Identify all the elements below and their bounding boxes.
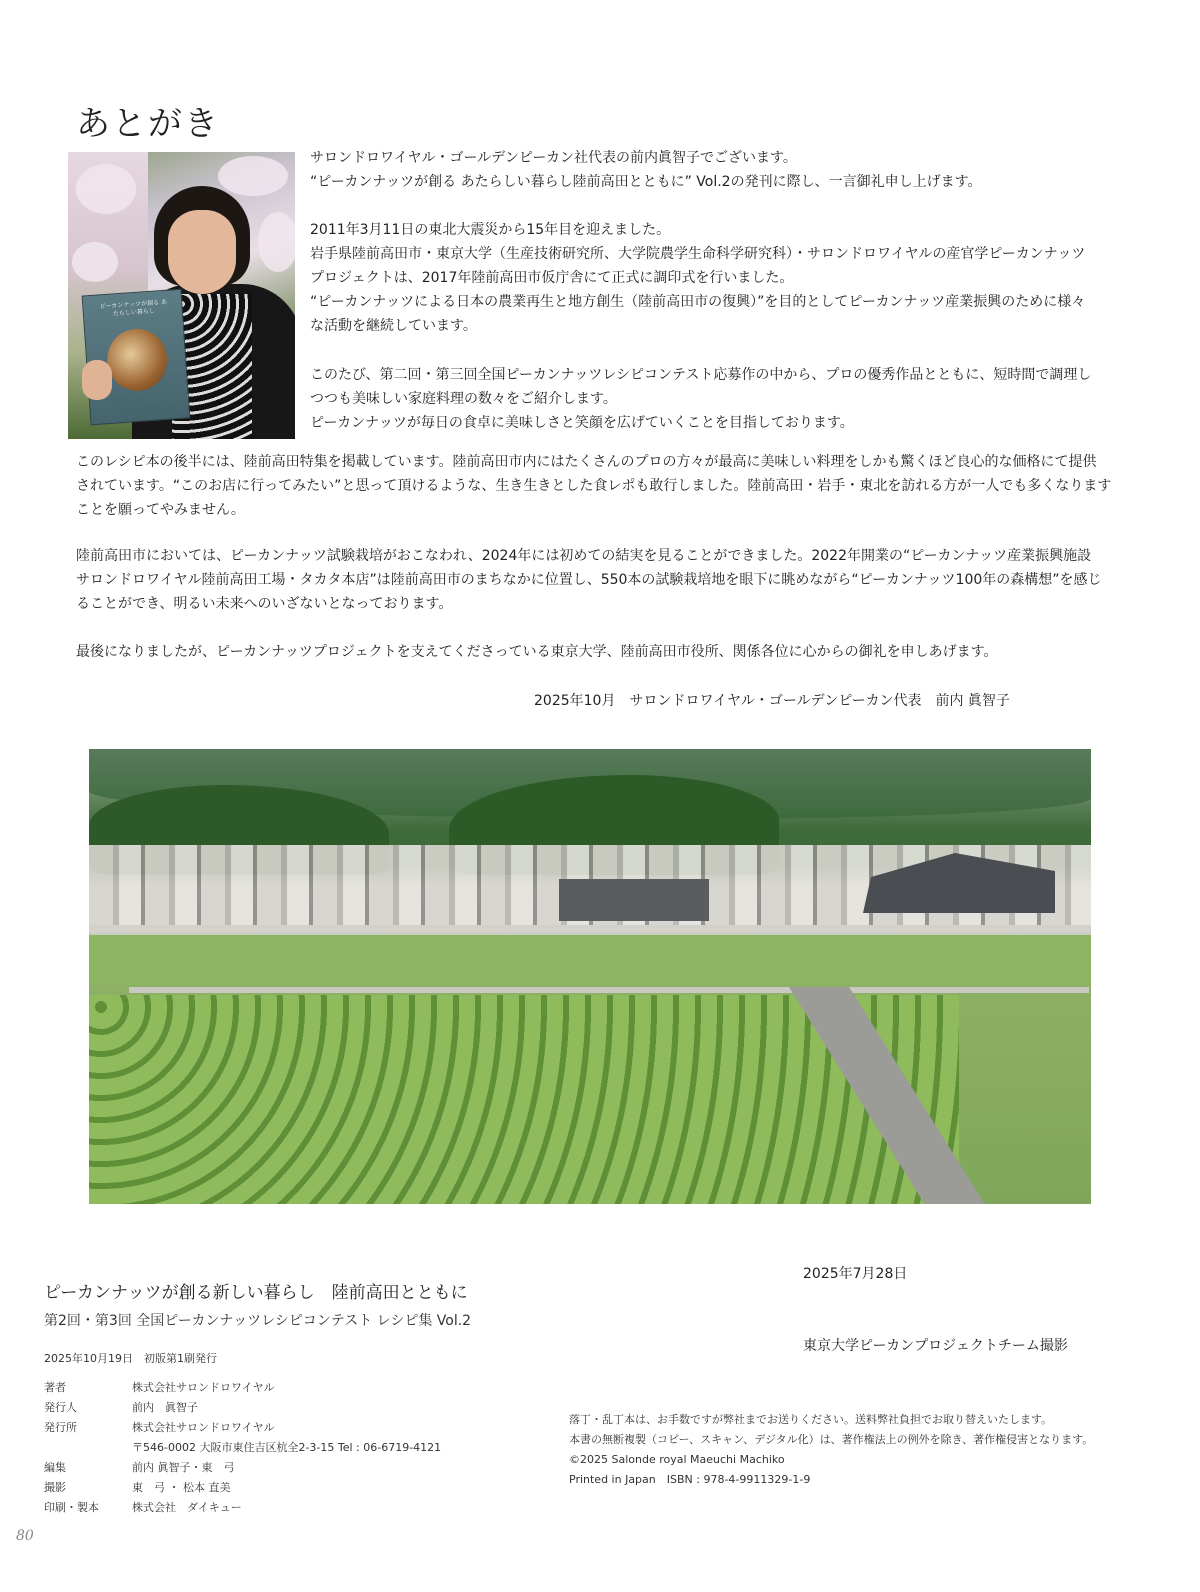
credit-label: 撮影 xyxy=(44,1481,66,1494)
colophon-credits xyxy=(44,1378,441,1518)
notice-line: 落丁・乱丁本は、お手数ですが弊社までお送りください。送料弊社負担でお取り替えいたします。 xyxy=(569,1413,1053,1426)
intro-line: サロンドロワイヤル・ゴールデンピーカン社代表の前内眞智子でございます。 xyxy=(310,150,797,166)
paragraph-line: な活動を継続しています。 xyxy=(310,318,477,334)
page-number: 80 xyxy=(16,1528,34,1544)
paragraph-line: サロンドロワイヤル陸前高田工場・タカタ本店”は陸前高田市のまちなかに位置し、550本の試験栽培地を眼下に眺めながら“ピーカンナッツ100年の森構想”を感じ xyxy=(76,572,1102,588)
paragraph-line: ピーカンナッツが毎日の食卓に美味しさと笑顔を広げていくことを目指しております。 xyxy=(310,415,854,431)
colophon-book-subtitle: 第2回・第3回 全国ピーカンナッツレシピコンテスト レシピ集 Vol.2 xyxy=(44,1313,472,1329)
photo-caption-date: 2025年7月28日 xyxy=(803,1266,908,1282)
intro-paragraph xyxy=(310,146,981,194)
recipe-contest-paragraph xyxy=(310,363,1091,435)
paragraph-line: 2011年3月11日の東北大震災から15年目を迎えました。 xyxy=(310,222,671,238)
notice-line: ©2025 Salonde royal Maeuchi Machiko xyxy=(569,1453,785,1466)
signature: 2025年10月 サロンドロワイヤル・ゴールデンピーカン代表 前内 眞智子 xyxy=(534,693,1010,709)
factory-building xyxy=(559,879,709,921)
paragraph-line: 陸前高田市においては、ピーカンナッツ試験栽培がおこなわれ、2024年には初めての結実を見ることができました。2022年開業の“ピーカンナッツ産業振興施設 xyxy=(76,548,1092,564)
credit-label: 発行人 xyxy=(44,1401,77,1414)
closing-paragraph xyxy=(76,640,997,664)
colophon-edition: 2025年10月19日 初版第1刷発行 xyxy=(44,1352,217,1365)
paragraph-line: 岩手県陸前高田市・東京大学（生産技術研究所、大学院農学生命科学研究科）・サロンドロワイヤルの産官学ピーカンナッツ xyxy=(310,246,1086,262)
person-hand xyxy=(82,360,112,400)
paragraph-line: “ピーカンナッツによる日本の農業再生と地方創生（陸前高田市の復興）”を目的としてピーカンナッツ産業振興のために様々 xyxy=(310,294,1086,310)
person-face xyxy=(168,210,236,294)
credit-value: 株式会社サロンドロワイヤル xyxy=(132,1421,275,1434)
credit-row xyxy=(44,1418,441,1438)
held-recipe-book xyxy=(82,289,191,426)
anniversary-paragraph xyxy=(310,218,1085,338)
paragraph-line: このレシピ本の後半には、陸前高田特集を掲載しています。陸前高田市内にはたくさんのプロの方々が最高に美味しい料理をしかも驚くほど良心的な価格にて提供 xyxy=(76,454,1097,470)
credit-row xyxy=(44,1458,441,1478)
book-cover-text: ピーカンナッツが創る あたらしい暮らし xyxy=(99,298,168,318)
grass-field xyxy=(89,935,1091,985)
paragraph-line: このたび、第二回・第三回全国ピーカンナッツレシピコンテスト応募作の中から、プロの優秀作品とともに、短時間で調理し xyxy=(310,367,1092,383)
page-title: あとがき xyxy=(76,104,220,144)
paragraph-line: つつも美味しい家庭料理の数々をご紹介します。 xyxy=(310,391,617,407)
paragraph-line: 最後になりましたが、ピーカンナッツプロジェクトを支えてくださっている東京大学、陸前高田市役所、関係各位に心からの御礼を申しあげます。 xyxy=(76,644,998,660)
paragraph-line: ことを願ってやみません。 xyxy=(76,502,245,518)
notice-line: 本書の無断複製（コピー、スキャン、デジタル化）は、著作権法上の例外を除き、著作権侵害となります。 xyxy=(569,1433,1094,1446)
pecan-image xyxy=(105,327,169,393)
photo-caption-credit: 東京大学ピーカンプロジェクトチーム撮影 xyxy=(803,1338,1068,1354)
photo-caption xyxy=(803,1214,1068,1382)
credit-value: 株式会社 ダイキュー xyxy=(132,1501,242,1514)
credit-row xyxy=(44,1498,441,1518)
trial-cultivation-paragraph xyxy=(76,544,1102,616)
credit-label: 著者 xyxy=(44,1381,66,1394)
credit-label: 印刷・製本 xyxy=(44,1501,99,1514)
paragraph-line: されています。“このお店に行ってみたい”と思って頂けるような、生き生きとした食レポも敢行しました。陸前高田・岩手・東北を訪れる方が一人でも多くなります xyxy=(76,478,1112,494)
credit-row xyxy=(44,1438,441,1458)
credit-row xyxy=(44,1378,441,1398)
credit-value: 株式会社サロンドロワイヤル xyxy=(132,1381,275,1394)
credit-row xyxy=(44,1478,441,1498)
credit-value: 前内 眞智子・東 弓 xyxy=(132,1461,235,1474)
intro-line: “ピーカンナッツが創る あたらしい暮らし陸前高田とともに” Vol.2の発刊に際し、一言御礼申し上げます。 xyxy=(310,174,982,190)
credit-label xyxy=(44,1438,132,1458)
notice-line: Printed in Japan ISBN : 978-4-9911329-1-9 xyxy=(569,1473,811,1486)
colophon-book-title: ピーカンナッツが創る新しい暮らし 陸前高田とともに xyxy=(44,1283,468,1303)
credit-value: 〒546-0002 大阪市東住吉区杭全2-3-15 Tel : 06-6719-4121 xyxy=(132,1441,442,1454)
credit-row xyxy=(44,1398,441,1418)
pecan-orchard-aerial-photo xyxy=(89,749,1091,1204)
paragraph-line: ることができ、明るい未来へのいざないとなっております。 xyxy=(76,596,453,612)
paragraph-line: プロジェクトは、2017年陸前高田市仮庁舎にて正式に調印式を行いました。 xyxy=(310,270,794,286)
rikuzentakata-feature-paragraph xyxy=(76,450,1111,522)
credit-value: 東 弓 ・ 松本 直美 xyxy=(132,1481,231,1494)
author-portrait-photo xyxy=(68,152,295,439)
walking-path xyxy=(129,987,1089,993)
credit-value: 前内 眞智子 xyxy=(132,1401,198,1414)
credit-label: 発行所 xyxy=(44,1421,77,1434)
credit-label: 編集 xyxy=(44,1461,66,1474)
colophon-notices xyxy=(569,1410,1093,1490)
